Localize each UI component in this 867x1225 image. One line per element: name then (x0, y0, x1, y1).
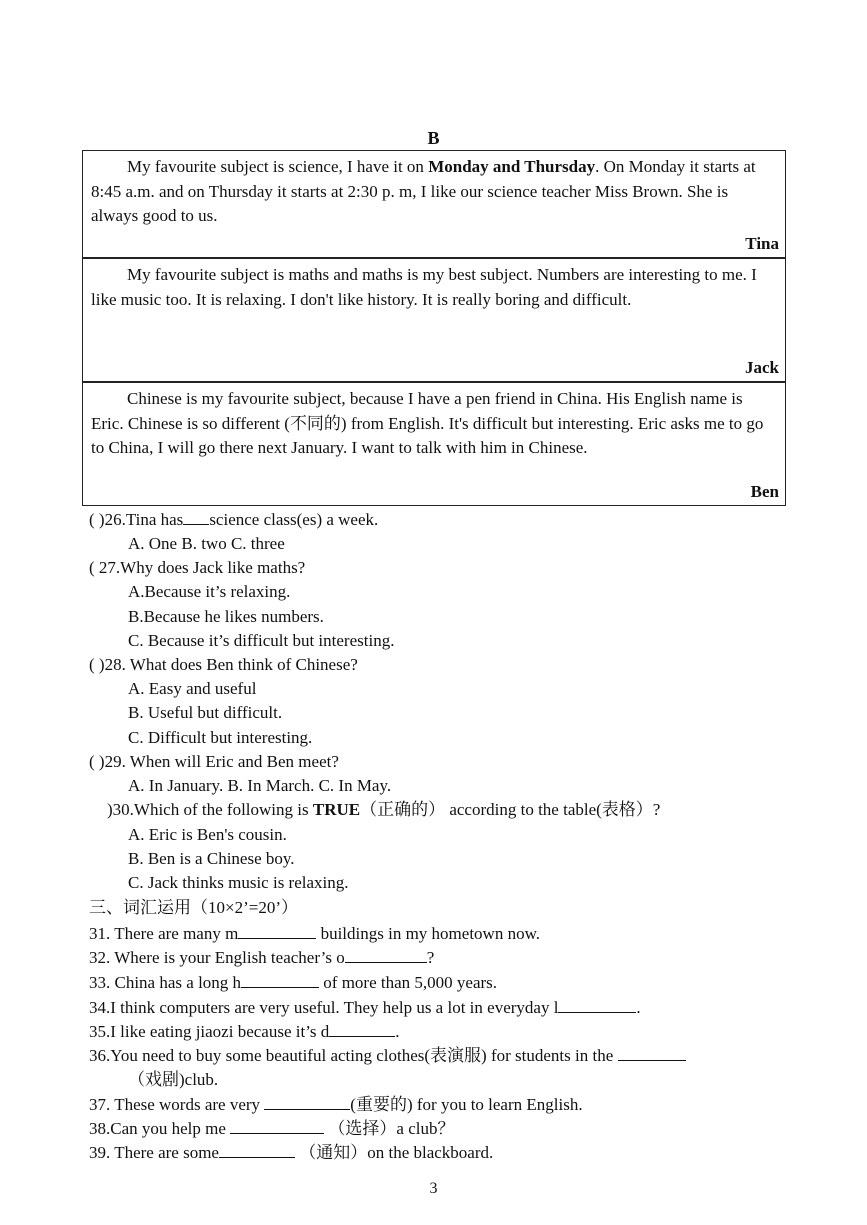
vocab-stem-end: (重要的) for you to learn English. (350, 1095, 583, 1114)
vocab-stem-end: . (636, 998, 641, 1017)
vocab-item-34 (89, 997, 641, 1019)
passage-text-1 (91, 155, 777, 229)
option: A. Eric is Ben's cousin. (128, 825, 287, 844)
vocab-stem-end: buildings in my hometown now. (316, 924, 541, 943)
option: C. Jack thinks music is relaxing. (128, 873, 349, 892)
option: A.Because it’s relaxing. (128, 582, 291, 601)
answer-blank[interactable] (241, 972, 319, 988)
answer-blank[interactable] (558, 997, 636, 1013)
passage-author-3: Ben (750, 482, 779, 501)
option: B. Ben is a Chinese boy. (128, 849, 295, 868)
option: A. One B. two C. three (128, 534, 285, 553)
question-28 (89, 654, 358, 676)
vocab-stem-end: （通知）on the blackboard. (294, 1143, 494, 1162)
vocab-stem: 36.You need to buy some beautiful acting clothes(表演服) for students in the (89, 1046, 618, 1065)
vocab-stem-end: of more than 5,000 years. (319, 973, 498, 992)
question-29 (89, 751, 339, 773)
answer-blank[interactable] (329, 1021, 395, 1037)
option: C. Because it’s difficult but interesting. (128, 631, 395, 650)
option: A. Easy and useful (128, 679, 257, 698)
question-stem-end: （正确的） according to the table(表格）? (360, 800, 661, 819)
passage-text-3 (91, 387, 777, 461)
passage-box-2 (82, 258, 786, 382)
passage-author-2: Jack (745, 358, 779, 377)
answer-blank[interactable] (230, 1118, 324, 1134)
question-26 (89, 509, 378, 531)
vocab-item-36-line2: （戏剧)club. (128, 1070, 219, 1089)
vocab-item-37 (89, 1094, 583, 1116)
question-30 (107, 799, 660, 821)
answer-paren: ( (89, 510, 95, 529)
vocab-stem-end: ? (426, 948, 435, 967)
vocab-stem: 32. Where is your English teacher’s o (89, 948, 345, 967)
question-stem: 27.Why does Jack like maths? (98, 558, 306, 577)
vocab-item-39 (89, 1142, 493, 1164)
vocab-item-36 (89, 1045, 686, 1067)
vocab-stem: 39. There are some (89, 1143, 219, 1162)
passage-box-1 (82, 150, 786, 258)
passage-run: Chinese is my favourite subject, because I have a pen friend in China. His English name is Eric. Chinese is so different (不同的) from English. It's difficult but interesting. Eric asks me to go to China, I will go there next January. I want to talk with him in Chinese. (91, 389, 764, 457)
answer-blank[interactable] (264, 1094, 350, 1110)
passage-text-2 (91, 263, 777, 312)
page-number: 3 (429, 1180, 438, 1197)
answer-paren: ( (89, 655, 95, 674)
option: B.Because he likes numbers. (128, 607, 324, 626)
question-stem: )30.Which of the following is (107, 800, 313, 819)
vocab-item-35 (89, 1021, 400, 1043)
answer-blank[interactable] (238, 923, 316, 939)
answer-paren: ( (89, 752, 95, 771)
vocab-stem-end: （选择）a club？ (324, 1119, 455, 1138)
passage-run: . On Monday it starts at 8:45 a.m. and on Thursday it starts at 2:30 p. m, I like our science teacher Miss Brown. She is always good to us. (91, 157, 756, 225)
question-stem: )28. What does Ben think of Chinese? (98, 655, 358, 674)
answer-paren: ( (89, 558, 95, 577)
answer-blank[interactable] (183, 509, 209, 525)
question-bold-word: TRUE (312, 800, 361, 819)
passage-run: Monday and Thursday (428, 157, 596, 176)
passage-box-3 (82, 382, 786, 506)
passage-run: My favourite subject is maths and maths is my best subject. Numbers are interesting to me. I like music too. It is relaxing. I don't like history. It is really boring and difficult. (91, 265, 757, 309)
section-letter: B (427, 128, 440, 148)
vocab-stem: 33. China has a long h (89, 973, 242, 992)
question-27 (89, 557, 305, 579)
passage-author-1: Tina (745, 234, 779, 253)
question-stem: )26.Tina has (98, 510, 184, 529)
vocab-stem: 37. These words are very (89, 1095, 265, 1114)
vocab-heading: 三、词汇运用（10×2’=20’） (89, 898, 298, 917)
vocab-stem: 34.I think computers are very useful. They help us a lot in everyday l (89, 998, 559, 1017)
option: A. In January. B. In March. C. In May. (128, 776, 392, 795)
vocab-item-32 (89, 947, 434, 969)
answer-blank[interactable] (618, 1045, 686, 1061)
option: C. Difficult but interesting. (128, 728, 313, 747)
vocab-stem-end: . (395, 1022, 400, 1041)
option: B. Useful but difficult. (128, 703, 283, 722)
passage-run: My favourite subject is science, I have it on (127, 157, 429, 176)
answer-blank[interactable] (219, 1142, 295, 1158)
answer-blank[interactable] (345, 947, 427, 963)
question-stem: )29. When will Eric and Ben meet? (98, 752, 339, 771)
vocab-stem: 35.I like eating jiaozi because it’s d (89, 1022, 330, 1041)
vocab-item-31 (89, 923, 540, 945)
vocab-stem: 38.Can you help me (89, 1119, 231, 1138)
vocab-stem: 31. There are many m (89, 924, 239, 943)
vocab-item-33 (89, 972, 497, 994)
question-stem-end: science class(es) a week. (209, 510, 379, 529)
vocab-item-38 (89, 1118, 455, 1140)
